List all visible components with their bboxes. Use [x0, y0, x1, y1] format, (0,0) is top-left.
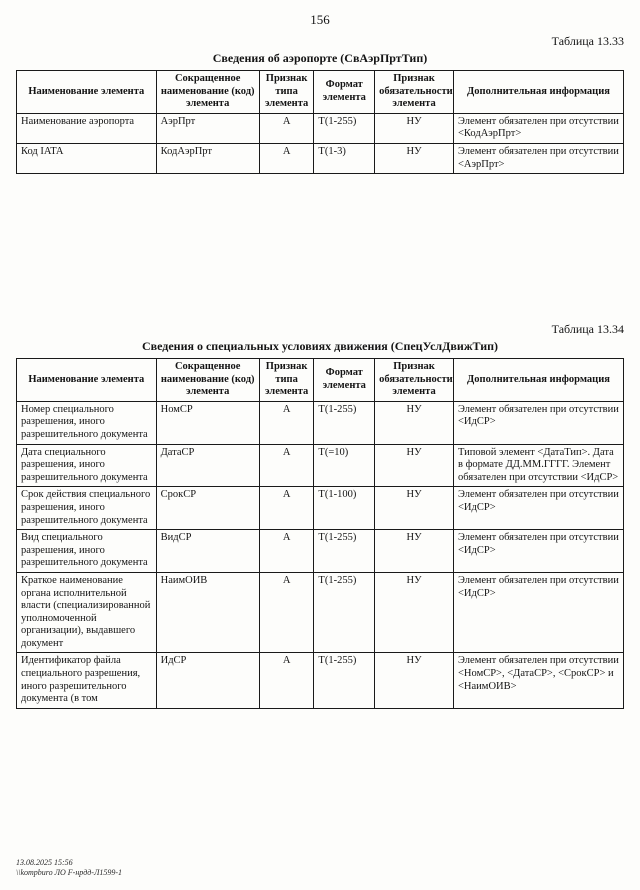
header-format: Формат элемента: [314, 359, 375, 402]
header-mandatory-sign: Признак обязательности элемента: [375, 359, 454, 402]
cell-additional-info: Элемент обязателен при отсутствии <НомСР>, <ДатаСР>, <СрокСР> и <НаимОИВ>: [454, 653, 624, 708]
cell-additional-info: Элемент обязателен при отсутствии <АэрПрт>: [454, 143, 624, 173]
cell-short-code: КодАэрПрт: [156, 143, 259, 173]
page-number: 156: [310, 12, 330, 27]
table-header-row: [17, 71, 624, 114]
print-timestamp: 13.08.2025 15:56: [16, 858, 73, 867]
cell-type-sign: А: [259, 653, 314, 708]
cell-element-name: Вид специального разрешения, иного разрешительного документа: [17, 530, 157, 573]
header-mandatory-sign: Признак обязательности элемента: [375, 71, 454, 114]
table-13-34-section: [16, 322, 624, 709]
cell-mandatory-sign: НУ: [375, 572, 454, 653]
table-row: [17, 143, 624, 173]
table-row: [17, 530, 624, 573]
cell-format: T(1-255): [314, 653, 375, 708]
header-short-code: Сокращенное наименование (код) элемента: [156, 71, 259, 114]
cell-element-name: Номер специального разрешения, иного разрешительного документа: [17, 401, 157, 444]
cell-mandatory-sign: НУ: [375, 444, 454, 487]
cell-additional-info: Элемент обязателен при отсутствии <КодАэрПрт>: [454, 113, 624, 143]
header-type-sign: Признак типа элемента: [259, 359, 314, 402]
cell-short-code: ВидСР: [156, 530, 259, 573]
cell-format: T(1-255): [314, 401, 375, 444]
cell-mandatory-sign: НУ: [375, 487, 454, 530]
cell-format: T(1-100): [314, 487, 375, 530]
cell-element-name: Код IATA: [17, 143, 157, 173]
cell-additional-info: Элемент обязателен при отсутствии <ИдСР>: [454, 401, 624, 444]
header-short-code: Сокращенное наименование (код) элемента: [156, 359, 259, 402]
cell-type-sign: А: [259, 487, 314, 530]
table-13-34-number: Таблица 13.34: [551, 322, 624, 336]
cell-type-sign: А: [259, 530, 314, 573]
cell-mandatory-sign: НУ: [375, 530, 454, 573]
cell-mandatory-sign: НУ: [375, 653, 454, 708]
cell-mandatory-sign: НУ: [375, 113, 454, 143]
table-13-34: [16, 358, 624, 709]
cell-element-name: Краткое наименование органа исполнительной власти (специализированной уполномоченной организации), выдавшего документ: [17, 572, 157, 653]
cell-additional-info: Элемент обязателен при отсутствии <ИдСР>: [454, 530, 624, 573]
print-footer: [16, 858, 122, 878]
cell-short-code: СрокСР: [156, 487, 259, 530]
cell-short-code: НаимОИВ: [156, 572, 259, 653]
cell-format: T(1-3): [314, 143, 375, 173]
table-row: [17, 444, 624, 487]
header-additional-info: Дополнительная информация: [454, 71, 624, 114]
cell-short-code: АэрПрт: [156, 113, 259, 143]
table-row: [17, 572, 624, 653]
cell-format: T(=10): [314, 444, 375, 487]
cell-short-code: НомСР: [156, 401, 259, 444]
table-13-33: [16, 70, 624, 174]
cell-type-sign: А: [259, 113, 314, 143]
table-13-33-caption: Сведения об аэропорте (СвАэрПртТип): [212, 51, 428, 65]
table-row: [17, 653, 624, 708]
cell-type-sign: А: [259, 143, 314, 173]
print-file-path: \\kompburo ЛО F-нрдд-Л1599-1: [16, 868, 123, 877]
header-additional-info: Дополнительная информация: [454, 359, 624, 402]
table-row: [17, 487, 624, 530]
table-13-33-section: [16, 34, 624, 174]
cell-additional-info: Элемент обязателен при отсутствии <ИдСР>: [454, 487, 624, 530]
cell-short-code: ДатаСР: [156, 444, 259, 487]
header-type-sign: Признак типа элемента: [259, 71, 314, 114]
table-13-34-caption: Сведения о специальных условиях движения (СпецУслДвижТип): [141, 339, 499, 353]
cell-mandatory-sign: НУ: [375, 401, 454, 444]
cell-element-name: Наименование аэропорта: [17, 113, 157, 143]
cell-format: T(1-255): [314, 572, 375, 653]
cell-short-code: ИдСР: [156, 653, 259, 708]
cell-format: T(1-255): [314, 113, 375, 143]
cell-type-sign: А: [259, 572, 314, 653]
table-13-33-number: Таблица 13.33: [551, 34, 624, 48]
cell-additional-info: Элемент обязателен при отсутствии <ИдСР>: [454, 572, 624, 653]
cell-element-name: Срок действия специального разрешения, иного разрешительного документа: [17, 487, 157, 530]
header-element-name: Наименование элемента: [17, 359, 157, 402]
cell-type-sign: А: [259, 401, 314, 444]
cell-mandatory-sign: НУ: [375, 143, 454, 173]
cell-element-name: Дата специального разрешения, иного разрешительного документа: [17, 444, 157, 487]
cell-additional-info: Типовой элемент <ДатаТип>. Дата в формате ДД.ММ.ГГГГ. Элемент обязателен при отсутствии <ИдСР>: [454, 444, 624, 487]
cell-type-sign: А: [259, 444, 314, 487]
table-header-row: [17, 359, 624, 402]
cell-element-name: Идентификатор файла специального разрешения, иного разрешительного документа (в том: [17, 653, 157, 708]
header-format: Формат элемента: [314, 71, 375, 114]
header-element-name: Наименование элемента: [17, 71, 157, 114]
table-row: [17, 401, 624, 444]
table-row: [17, 113, 624, 143]
cell-format: T(1-255): [314, 530, 375, 573]
